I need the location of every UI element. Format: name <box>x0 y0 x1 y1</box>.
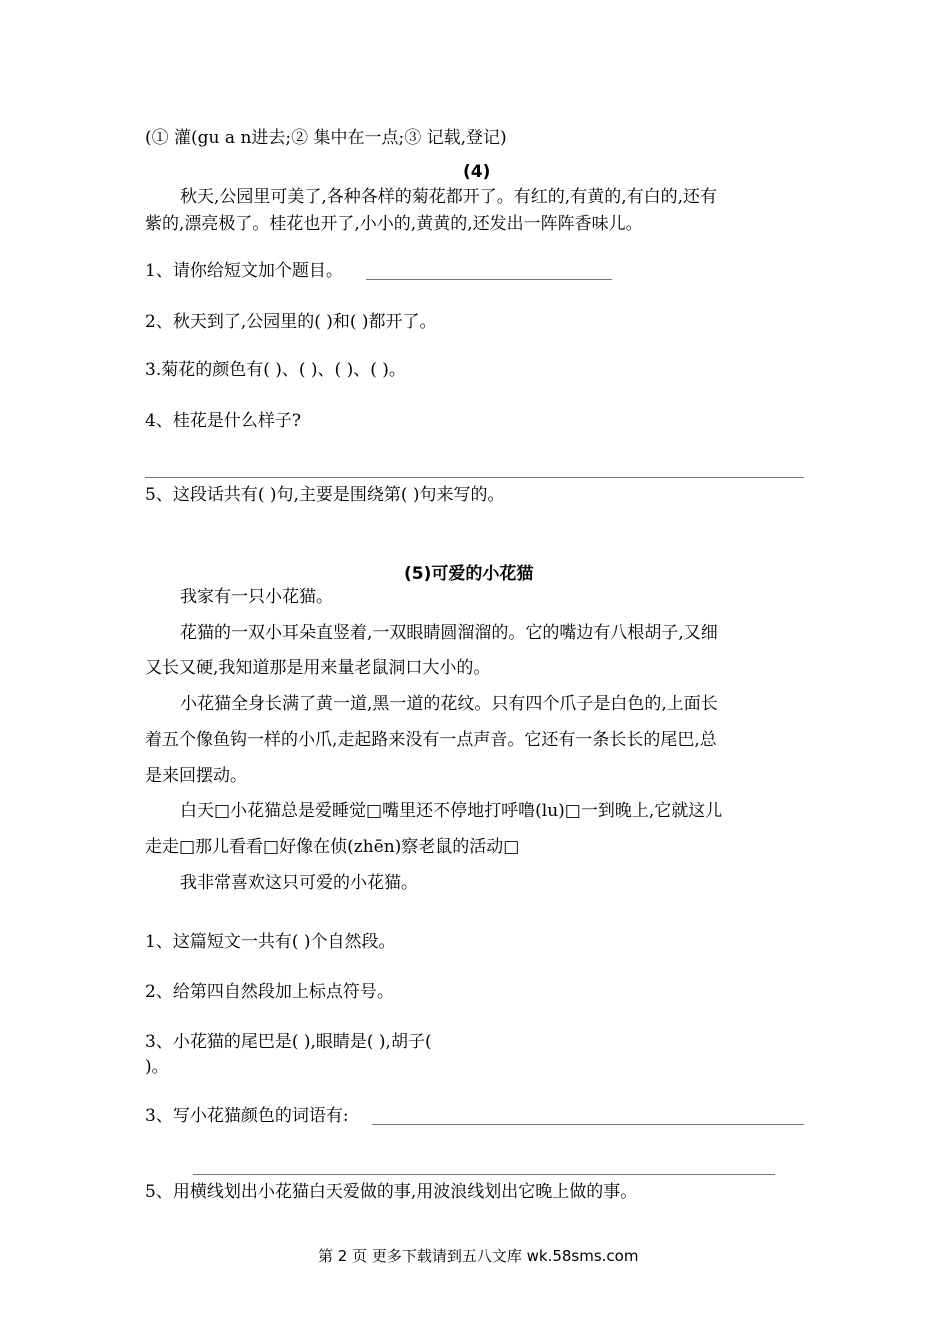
passage-line: 秋天,公园里可美了,各种各样的菊花都开了。有红的,有黄的,有白的,还有 <box>180 187 718 207</box>
page-footer: 第 2 页 更多下载请到五八文库 wk.58sms.com <box>318 1247 639 1265</box>
question-4: 3、写小花猫颜色的词语有: <box>145 1106 349 1126</box>
passage-line: 白天□小花猫总是爱睡觉□嘴里还不停地打呼噜(lu)□一到晚上,它就这儿 <box>180 801 723 821</box>
passage-line: 我非常喜欢这只可爱的小花猫。 <box>180 873 418 893</box>
question-5: 5、用横线划出小花猫白天爱做的事,用波浪线划出它晚上做的事。 <box>145 1182 638 1202</box>
passage-line: 小花猫全身长满了黄一道,黑一道的花纹。只有四个爪子是白色的,上面长 <box>180 694 718 714</box>
passage-line: 我家有一只小花猫。 <box>180 587 333 607</box>
passage-line: 着五个像鱼钩一样的小爪,走起路来没有一点声音。它还有一条长长的尾巴,总 <box>145 730 717 750</box>
question-4: 4、桂花是什么样子? <box>145 411 301 431</box>
question-5: 5、这段话共有( )句,主要是围绕第( )句来写的。 <box>145 485 505 505</box>
passage-line: 又长又硬,我知道那是用来量老鼠洞口大小的。 <box>145 658 491 678</box>
question-1: 1、请你给短文加个题目。 <box>145 261 343 281</box>
section-5-heading: (5)可爱的小花猫 <box>404 564 534 584</box>
question-3-continued: )。 <box>145 1057 169 1077</box>
passage-line: 走走□那儿看看□好像在侦(zhēn)察老鼠的活动□ <box>145 837 520 857</box>
passage-line: 紫的,漂亮极了。桂花也开了,小小的,黄黄的,还发出一阵阵香味儿。 <box>145 214 643 234</box>
question-3: 3.菊花的颜色有( )、( )、( )、( )。 <box>145 360 406 380</box>
question-2: 2、秋天到了,公园里的( )和( )都开了。 <box>145 312 437 332</box>
answer-line <box>366 279 612 280</box>
question-1: 1、这篇短文一共有( )个自然段。 <box>145 932 396 952</box>
section-4-heading: (4) <box>463 162 491 182</box>
question-2: 2、给第四自然段加上标点符号。 <box>145 982 394 1002</box>
passage-line: 花猫的一双小耳朵直竖着,一双眼睛圆溜溜的。它的嘴边有八根胡子,又细 <box>180 623 718 643</box>
answer-line <box>372 1124 804 1125</box>
question-3: 3、小花猫的尾巴是( ),眼睛是( ),胡子( <box>145 1032 432 1052</box>
definition-note: (① 灌(gu a n进去;② 集中在一点;③ 记载,登记) <box>145 128 507 148</box>
passage-line: 是来回摆动。 <box>145 766 247 786</box>
answer-line <box>193 1174 775 1175</box>
answer-line <box>145 477 804 478</box>
